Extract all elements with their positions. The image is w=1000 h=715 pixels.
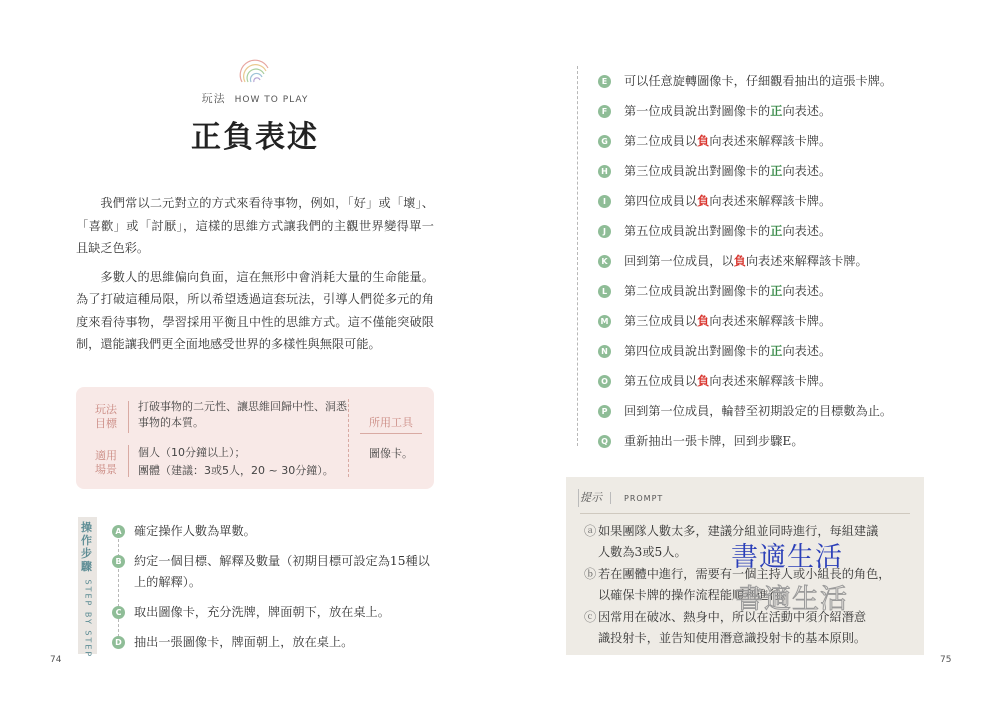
step-text: 第二位成員以 <box>624 134 698 148</box>
step-badge: J <box>598 225 611 238</box>
prompt-label-zh: 提示 <box>580 491 602 504</box>
step-item <box>598 96 938 126</box>
step-badge: M <box>598 315 611 328</box>
step-badge: A <box>112 525 125 538</box>
positive-highlight: 正 <box>770 224 783 238</box>
step-text: 第三位成員以 <box>624 314 698 328</box>
page-title: 正負表述 <box>191 120 319 155</box>
step-item <box>598 156 938 186</box>
watermark-text: 書適生活 <box>731 542 843 573</box>
step-badge: Q <box>598 435 611 448</box>
scene-line-2: 團體（建議：3或5人，20 ~ 30分鐘）。 <box>138 464 334 477</box>
step-badge: L <box>598 285 611 298</box>
step-text-end: 向表述。 <box>782 164 832 178</box>
negative-highlight: 負 <box>733 254 746 268</box>
goal-text: 打破事物的二元性、讓思維回歸中性、洞悉事物的本質。 <box>138 400 347 429</box>
step-text: 取出圖像卡，充分洗牌，牌面朝下，放在桌上。 <box>134 605 390 619</box>
steps-label-en: STEP BY STEP <box>83 579 93 659</box>
kicker-zh: 玩法 <box>201 92 226 105</box>
step-text: 第五位成員說出對圖像卡的 <box>624 224 771 238</box>
step-badge: O <box>598 375 611 388</box>
steps-list-right <box>598 66 938 456</box>
step-item <box>598 306 938 336</box>
tip-line-2: 人數為3或5人。 <box>598 545 687 559</box>
step-badge: G <box>598 135 611 148</box>
divider <box>348 399 349 477</box>
step-text: 第四位成員以 <box>624 194 698 208</box>
step-text-end: 向表述來解釋該卡牌。 <box>709 134 832 148</box>
step-badge: N <box>598 345 611 358</box>
step-text: 回到第一位成員，以 <box>624 254 734 268</box>
step-item <box>598 66 938 96</box>
step-badge: I <box>598 195 611 208</box>
steps-sidebar-label <box>78 517 97 659</box>
step-badge: D <box>112 636 125 649</box>
step-item <box>598 276 938 306</box>
watermark-text-outline: 書適生活 <box>736 584 848 615</box>
tool-label: 所用工具 <box>360 414 422 434</box>
scene-line-1: 個人（10分鐘以上）； <box>138 446 246 459</box>
tip-line-1: 若在團體中進行，需要有一個主持人或小組長的角色， <box>598 567 891 581</box>
step-text: 確定操作人數為單數。 <box>134 524 256 538</box>
step-text: 抽出一張圖像卡，牌面朝上，放在桌上。 <box>134 635 354 649</box>
step-text: 第二位成員說出對圖像卡的 <box>624 284 771 298</box>
prompt-rule <box>580 513 910 514</box>
step-text: 重新抽出一張卡牌，回到步驟E。 <box>624 434 804 448</box>
tip-marker: ⓑ <box>584 567 597 581</box>
step-text: 第四位成員說出對圖像卡的 <box>624 344 771 358</box>
step-text: 可以任意旋轉圖像卡，仔細觀看抽出的這張卡牌。 <box>624 74 893 88</box>
divider <box>578 489 579 507</box>
step-text-end: 向表述來解釋該卡牌。 <box>709 314 832 328</box>
step-text-end: 向表述。 <box>782 224 832 238</box>
step-text-end: 向表述來解釋該卡牌。 <box>709 374 832 388</box>
tip-line-2: 以確保卡牌的操作流程能順利進行。 <box>598 588 793 602</box>
intro-paragraph: 多數人的思維偏向負面，這在無形中會消耗大量的生命能量。為了打破這種局限，所以希望透過這套玩法，引導人們從多元的角度來看待事物，學習採用平衡且中性的思維方式。這不僅能突破限制，還能讓我們更全面地感受世界的多樣性與無限可能。 <box>76 269 434 351</box>
intro-paragraph: 我們常以二元對立的方式來看待事物，例如，「好」或「壞」、「喜歡」或「討厭」，這樣的思維方式讓我們的主觀世界變得單一且缺乏色彩。 <box>76 196 434 255</box>
page-number: 74 <box>50 655 62 665</box>
step-badge: P <box>598 405 611 418</box>
step-text-end: 向表述來解釋該卡牌。 <box>745 254 868 268</box>
negative-highlight: 負 <box>697 314 710 328</box>
step-text: 第三位成員說出對圖像卡的 <box>624 164 771 178</box>
step-item <box>598 216 938 246</box>
dashed-guide <box>577 66 578 446</box>
divider <box>128 445 129 477</box>
goal-label: 玩法目標 <box>95 403 117 430</box>
step-text: 回到第一位成員，輪替至初期設定的目標數為止。 <box>624 404 893 418</box>
prompt-header <box>580 489 663 505</box>
step-badge: B <box>112 555 125 568</box>
negative-highlight: 負 <box>697 374 710 388</box>
tip-marker: ⓐ <box>584 524 597 538</box>
step-text-end: 向表述。 <box>782 104 832 118</box>
info-box <box>76 387 434 489</box>
tool-text: 圖像卡。 <box>369 447 413 460</box>
section-kicker <box>200 90 310 106</box>
step-item <box>112 551 440 593</box>
step-item <box>598 336 938 366</box>
step-text: 第一位成員說出對圖像卡的 <box>624 104 771 118</box>
step-badge: F <box>598 105 611 118</box>
steps-list-left <box>112 521 440 662</box>
page-number: 75 <box>940 655 952 665</box>
tip-marker: ⓒ <box>584 610 597 624</box>
divider <box>610 492 611 504</box>
negative-highlight: 負 <box>697 134 710 148</box>
step-item <box>598 246 938 276</box>
step-badge: E <box>598 75 611 88</box>
positive-highlight: 正 <box>770 284 783 298</box>
step-item <box>598 126 938 156</box>
step-item <box>598 366 938 396</box>
negative-highlight: 負 <box>697 194 710 208</box>
step-item <box>598 396 938 426</box>
tip-line-1: 因常用在破冰、熱身中，所以在活動中須介紹潛意 <box>598 610 867 624</box>
step-badge: C <box>112 606 125 619</box>
positive-highlight: 正 <box>770 104 783 118</box>
step-item <box>598 186 938 216</box>
step-item <box>112 521 440 542</box>
steps-label-zh: 操作步驟 <box>81 521 92 573</box>
step-text-end: 向表述來解釋該卡牌。 <box>709 194 832 208</box>
step-item <box>112 632 440 653</box>
step-item <box>112 602 440 623</box>
kicker-en: HOW TO PLAY <box>234 95 309 105</box>
tip-line-1: 如果團隊人數太多，建議分組並同時進行，每組建議 <box>598 524 879 538</box>
step-text-end: 向表述。 <box>782 284 832 298</box>
step-text: 約定一個目標、解釋及數量（初期目標可設定為15種以上的解釋）。 <box>134 554 430 589</box>
divider <box>128 401 129 433</box>
step-text: 第五位成員以 <box>624 374 698 388</box>
positive-highlight: 正 <box>770 344 783 358</box>
step-badge: K <box>598 255 611 268</box>
step-text-end: 向表述。 <box>782 344 832 358</box>
step-item <box>598 426 938 456</box>
tip-line-2: 識投射卡，並告知使用潛意識投射卡的基本原則。 <box>598 631 867 645</box>
positive-highlight: 正 <box>770 164 783 178</box>
scene-label: 適用場景 <box>95 449 117 476</box>
rainbow-arcs-icon <box>238 58 270 84</box>
intro-text <box>76 192 434 362</box>
prompt-label-en: PROMPT <box>624 494 664 503</box>
step-badge: H <box>598 165 611 178</box>
